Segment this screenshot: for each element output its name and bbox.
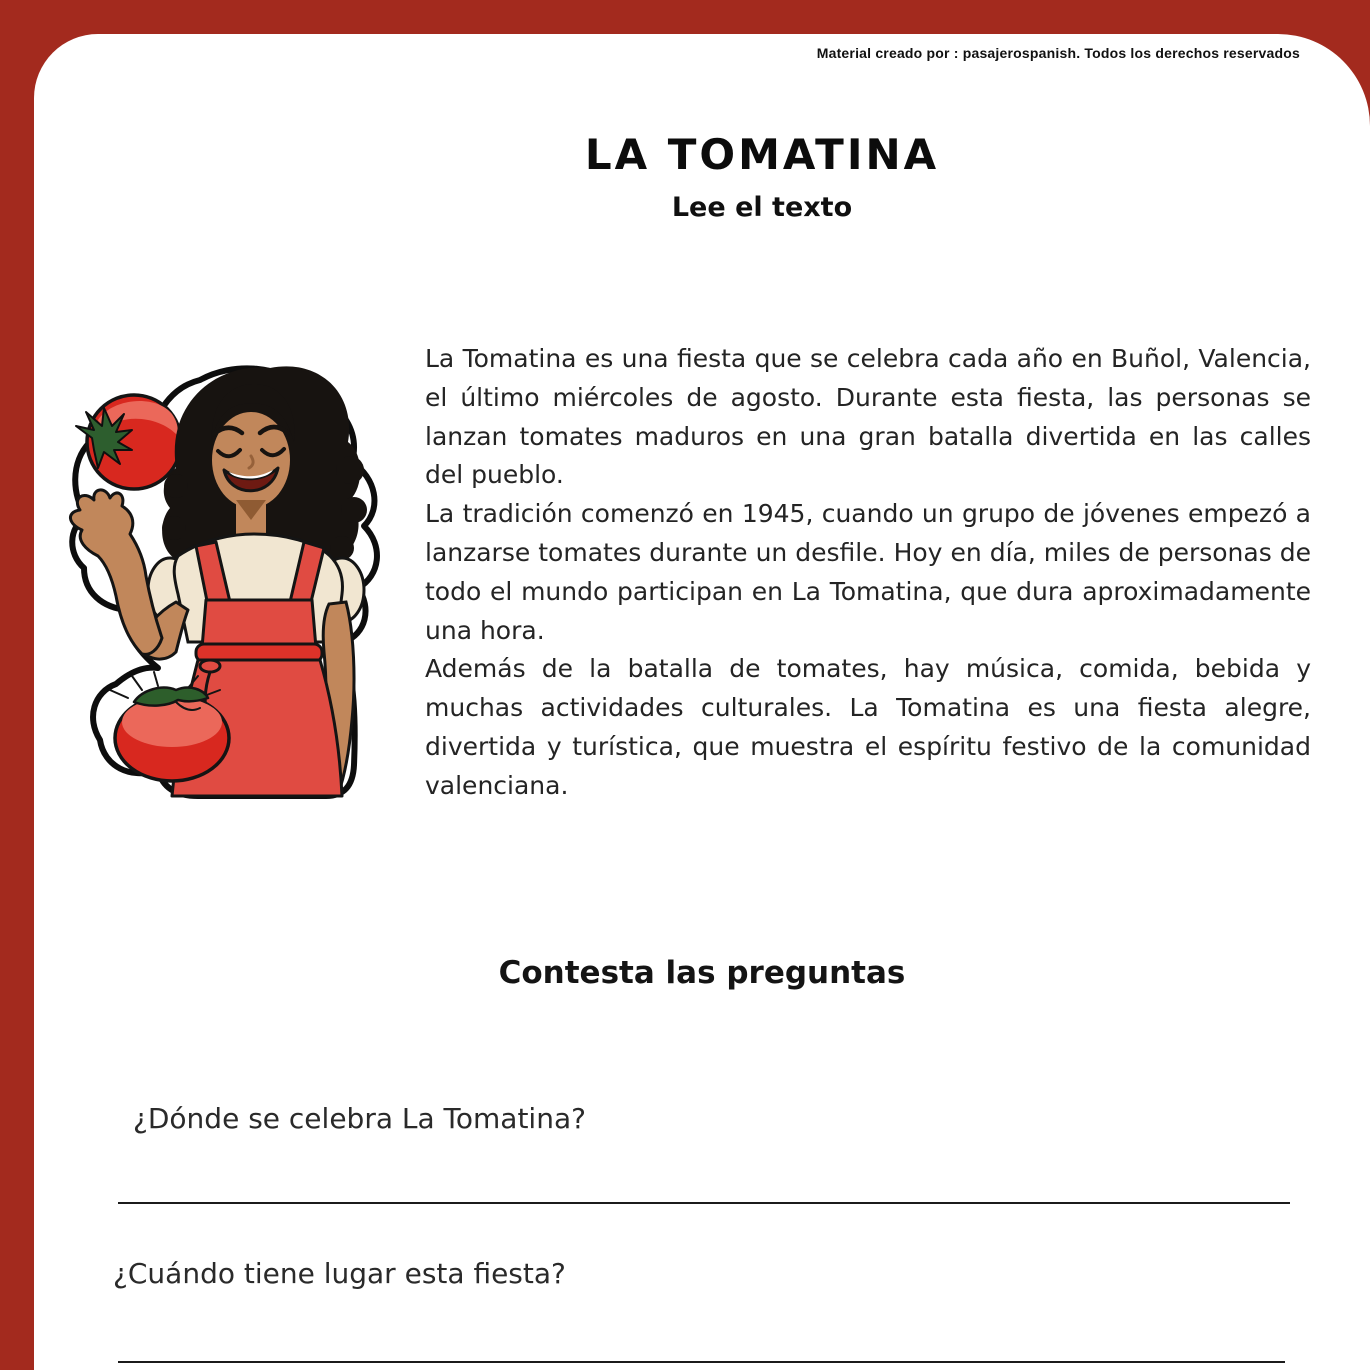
woman-with-tomatoes-illustration (58, 350, 420, 802)
worksheet-title: LA TOMATINA (584, 130, 940, 179)
questions-heading: Contesta las preguntas (498, 955, 906, 991)
reading-paragraph-2: La tradición comenzó en 1945, cuando un grupo de jóvenes empezó a lanzarse tomates durante un desfile. Hoy en día, miles de personas de todo el mundo participan en La Tomatina, que dura aproximadamente una hora. (425, 499, 1311, 645)
question-2-label: ¿Cuándo tiene lugar esta fiesta? (113, 1257, 566, 1290)
answer-line-1[interactable] (118, 1202, 1290, 1204)
reading-paragraph-3: Además de la batalla de tomates, hay música, comida, bebida y muchas actividades culturales. La Tomatina es una fiesta alegre, divertida y turística, que muestra el espíritu festivo de la comunidad valenciana. (425, 654, 1311, 800)
answer-line-2[interactable] (118, 1361, 1285, 1363)
reading-text (425, 340, 1311, 806)
question-1-label: ¿Dónde se celebra La Tomatina? (133, 1102, 586, 1135)
worksheet-page (34, 34, 1370, 1370)
worksheet-subtitle: Lee el texto (671, 192, 853, 223)
subtitle-row (34, 192, 1370, 223)
attribution-text: Material creado por : pasajerospanish. Todos los derechos reservados (816, 45, 1300, 61)
title-row (34, 130, 1370, 179)
reading-paragraph-1: La Tomatina es una fiesta que se celebra cada año en Buñol, Valencia, el último miércoles de agosto. Durante esta fiesta, las personas se lanzan tomates maduros en una gran batalla divertida en las calles del pueblo. (425, 344, 1311, 490)
